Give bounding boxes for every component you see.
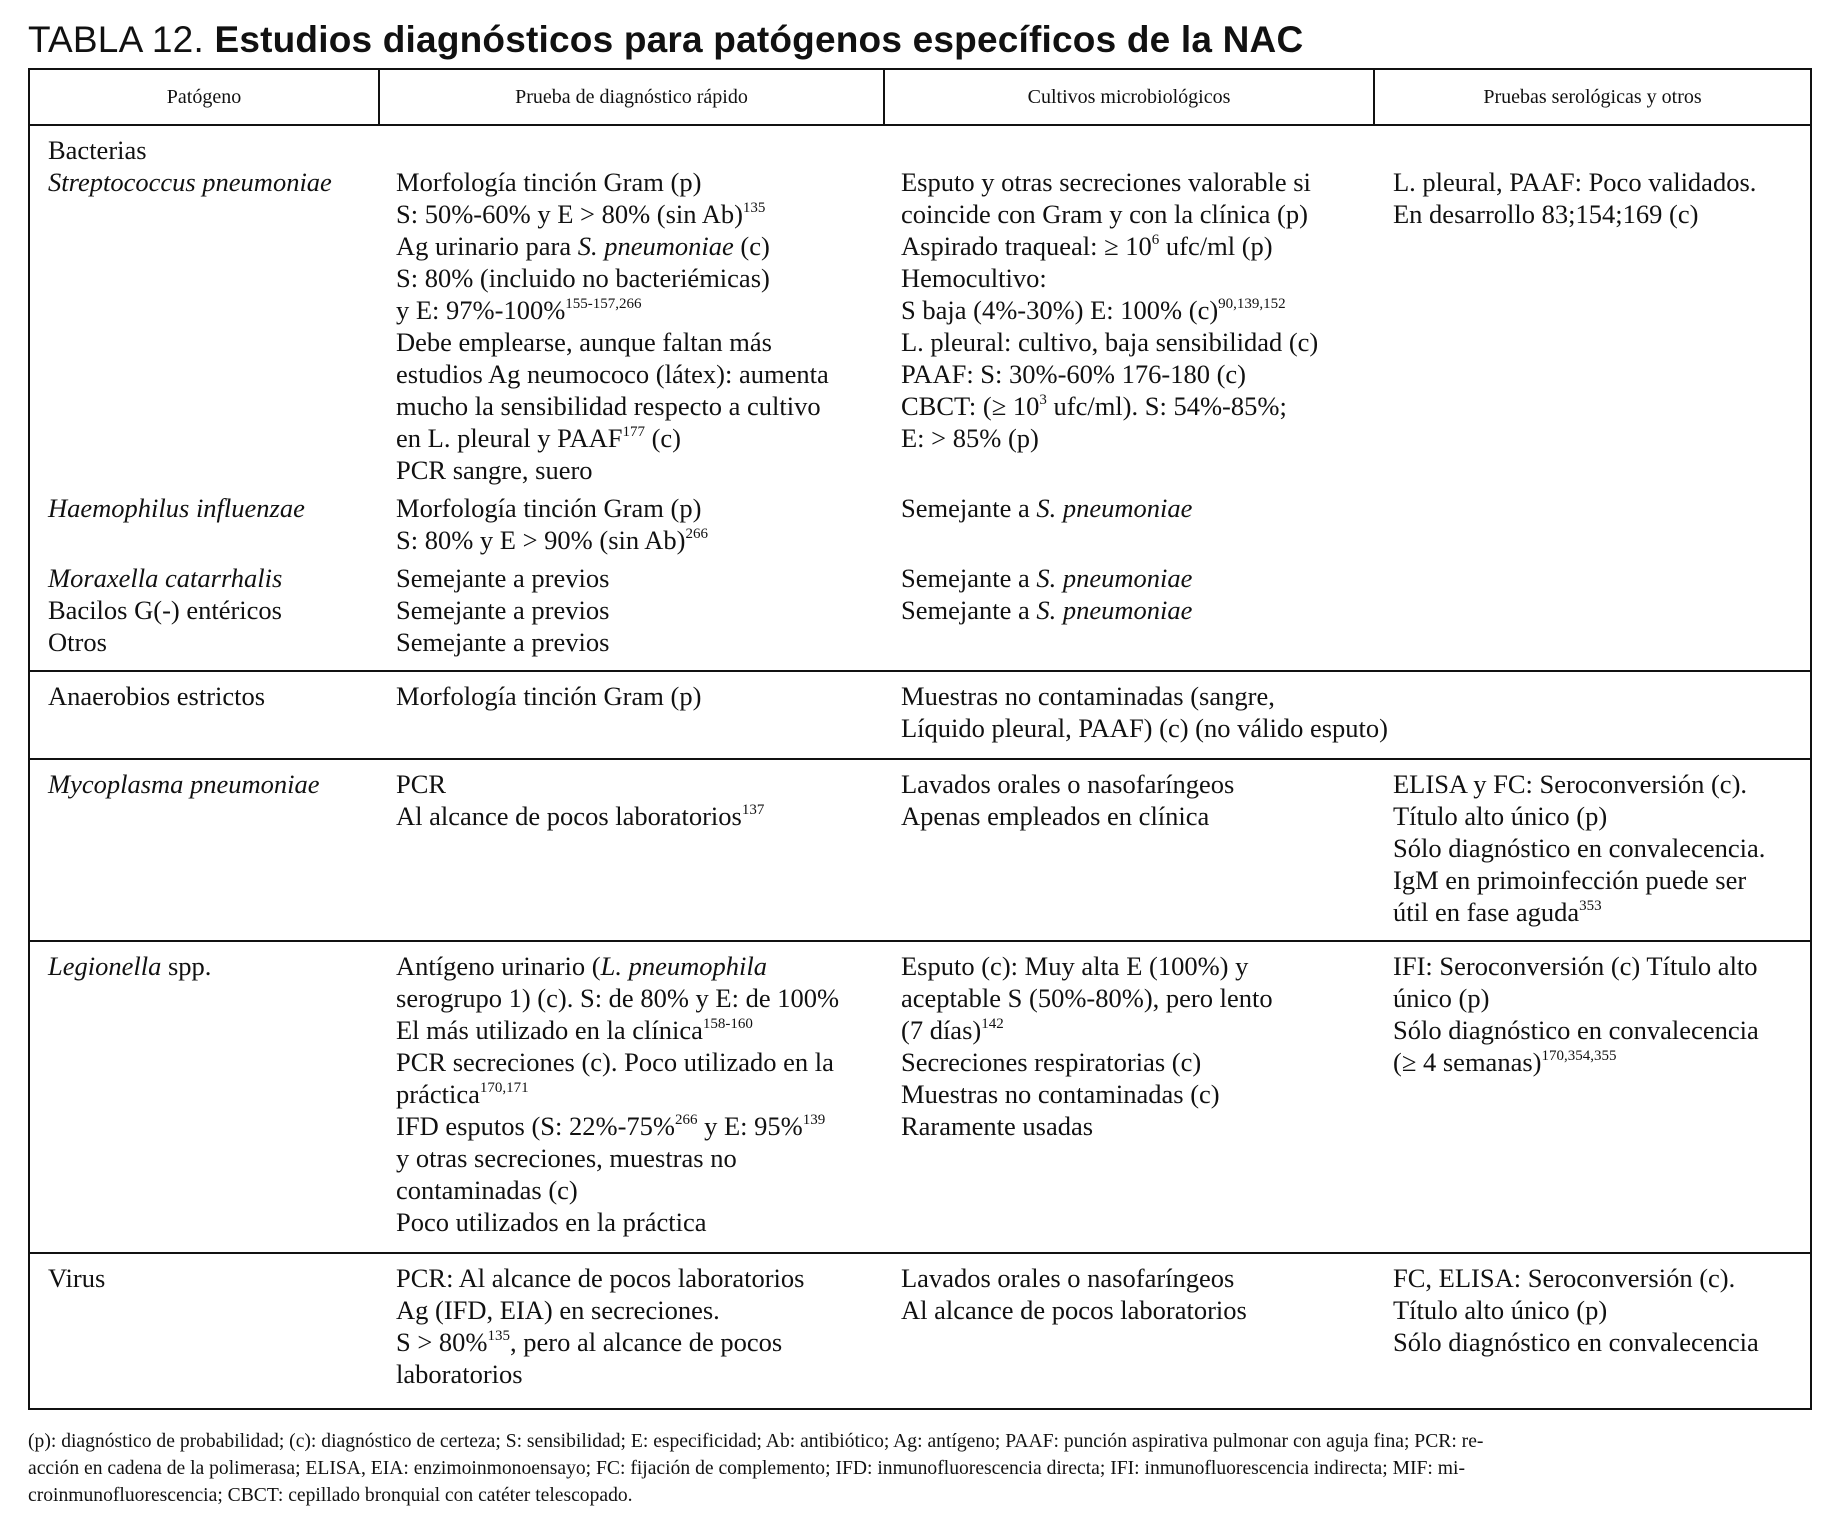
cell-text: Poco utilizados en la práctica: [396, 1207, 707, 1237]
cell-text: útil en fase aguda$^{353}$: [1393, 897, 1602, 927]
cell-text: Título alto único (p): [1393, 1295, 1608, 1325]
cell-text: y E: 97%-100%$^{155-157,266}$: [396, 295, 642, 325]
cell-text: Ag (IFD, EIA) en secreciones.: [396, 1295, 720, 1325]
diagnostic-table: [28, 68, 1812, 1410]
cell-text: Sólo diagnóstico en convalecencia: [1393, 1327, 1759, 1357]
cell-text: práctica$^{170,171}$: [396, 1079, 529, 1109]
cell-text: Secreciones respiratorias (c): [901, 1047, 1202, 1077]
cell-text: PCR: [396, 769, 447, 799]
table-title: [28, 14, 1303, 66]
cell-text: Morfología tinción Gram (p): [396, 681, 702, 711]
footnotes: [28, 1428, 1812, 1509]
cell-text: Hemocultivo:: [901, 263, 1047, 293]
cell-text: Muestras no contaminadas (sangre,: [901, 681, 1275, 711]
cell-text: PCR: Al alcance de pocos laboratorios: [396, 1263, 805, 1293]
pathogen-name: Moraxella catarrhalis: [48, 563, 283, 593]
cell-text: Esputo y otras secreciones valorable si: [901, 167, 1311, 197]
pathogen-name: Haemophilus influenzae: [48, 493, 305, 523]
cell-text: estudios Ag neumococo (látex): aumenta: [396, 359, 829, 389]
cell-text: Lavados orales o nasofaríngeos: [901, 1263, 1235, 1293]
cell-text: Morfología tinción Gram (p): [396, 493, 702, 523]
footnote-line: croinmunofluorescencia; CBCT: cepillado bronquial con catéter telescopado.: [28, 1485, 633, 1506]
cell-text: PCR sangre, suero: [396, 455, 593, 485]
cell-text: aceptable S (50%-80%), pero lento: [901, 983, 1273, 1013]
cell-text: IFI: Seroconversión (c) Título alto: [1393, 951, 1758, 981]
cell-text: L. pleural, PAAF: Poco validados.: [1393, 167, 1757, 197]
cell-text: (≥ 4 semanas)$^{170,354,355}$: [1393, 1047, 1617, 1077]
header-pathogen: Patógeno: [30, 70, 380, 124]
cell-text: coincide con Gram y con la clínica (p): [901, 199, 1308, 229]
cell-text: Al alcance de pocos laboratorios$^{137}$: [396, 801, 765, 831]
cell-text: Semejante a previos: [396, 595, 610, 625]
pathogen-name: Streptococcus pneumoniae: [48, 167, 332, 197]
group-label: Bacterias: [48, 135, 147, 165]
pathogen-name: Otros: [48, 627, 107, 657]
section-bacterias: [30, 126, 1810, 672]
cell-text: S: 80% y E > 90% (sin Ab)$^{266}$: [396, 525, 709, 555]
header-row: [30, 70, 1810, 126]
pathogen-name: Bacilos G(-) entéricos: [48, 595, 282, 625]
table-number: TABLA 12.: [28, 19, 204, 60]
cell-text: Antígeno urinario (L. pneumophila: [396, 951, 767, 981]
cell-text: contaminadas (c): [396, 1175, 578, 1205]
footnote-line: (p): diagnóstico de probabilidad; (c): diagnóstico de certeza; S: sensibilidad; E: especificidad; Ab: antibiótico; Ag: antígeno; PAAF: punción aspirativa pulmonar con aguja fina; PCR: re-: [28, 1431, 1484, 1452]
cell-text: Semejante a S. pneumoniae: [901, 563, 1193, 593]
cell-text: Aspirado traqueal: ≥ $10^6$ ufc/ml (p): [901, 231, 1273, 261]
cell-text: Morfología tinción Gram (p): [396, 167, 702, 197]
section-mycoplasma: [30, 760, 1810, 942]
cell-text: FC, ELISA: Seroconversión (c).: [1393, 1263, 1736, 1293]
section-virus: [30, 1254, 1810, 1408]
cell-text: Semejante a S. pneumoniae: [901, 493, 1193, 523]
cell-text: laboratorios: [396, 1359, 523, 1389]
cell-text: ELISA y FC: Seroconversión (c).: [1393, 769, 1748, 799]
cell-text: PCR secreciones (c). Poco utilizado en la: [396, 1047, 834, 1077]
cell-text: L. pleural: cultivo, baja sensibilidad (c): [901, 327, 1319, 357]
cell-text: CBCT: (≥ $10^3$ ufc/ml). S: 54%-85%;: [901, 391, 1287, 421]
table-caption: Estudios diagnósticos para patógenos específicos de la NAC: [214, 19, 1304, 60]
cell-text: Esputo (c): Muy alta E (100%) y: [901, 951, 1249, 981]
cell-text: Líquido pleural, PAAF) (c) (no válido esputo): [901, 713, 1388, 743]
cell-text: y otras secreciones, muestras no: [396, 1143, 737, 1173]
cell-text: Sólo diagnóstico en convalecencia.: [1393, 833, 1766, 863]
pathogen-name: Anaerobios estrictos: [48, 681, 266, 711]
section-anaerobios: [30, 672, 1810, 760]
cell-text: S: 80% (incluido no bacteriémicas): [396, 263, 770, 293]
cell-text: Semejante a S. pneumoniae: [901, 595, 1193, 625]
cell-text: S baja (4%-30%) E: 100% $(c)^{90,139,152}$: [901, 295, 1286, 325]
cell-text: IgM en primoinfección puede ser: [1393, 865, 1747, 895]
cell-text: Semejante a previos: [396, 563, 610, 593]
cell-text: Apenas empleados en clínica: [901, 801, 1210, 831]
section-legionella: [30, 942, 1810, 1254]
cell-text: El más utilizado en la clínica$^{158-160}$: [396, 1015, 753, 1045]
header-rapid-test: Prueba de diagnóstico rápido: [380, 70, 885, 124]
cell-text: En desarrollo 83;154;169 (c): [1393, 199, 1699, 229]
cell-text: S: 50%-60% y E > 80% (sin Ab)$^{135}$: [396, 199, 766, 229]
cell-text: Título alto único (p): [1393, 801, 1608, 831]
cell-text: Sólo diagnóstico en convalecencia: [1393, 1015, 1759, 1045]
cell-text: único (p): [1393, 983, 1490, 1013]
cell-text: Al alcance de pocos laboratorios: [901, 1295, 1247, 1325]
pathogen-name: Legionella spp.: [48, 951, 212, 981]
cell-text: (7 días)$^{142}$: [901, 1015, 1004, 1045]
cell-text: Raramente usadas: [901, 1111, 1094, 1141]
cell-text: serogrupo 1) (c). S: de 80% y E: de 100%: [396, 983, 840, 1013]
pathogen-name: Virus: [48, 1263, 106, 1293]
footnote-line: acción en cadena de la polimerasa; ELISA, EIA: enzimoinmonoensayo; FC: fijación de complemento; IFD: inmunofluorescencia directa; IFI: inmunofluorescencia indirecta; MIF: mi-: [28, 1458, 1465, 1479]
cell-text: Ag urinario para S. pneumoniae (c): [396, 231, 770, 261]
pathogen-name: Mycoplasma pneumoniae: [48, 769, 320, 799]
cell-text: Debe emplearse, aunque faltan más: [396, 327, 772, 357]
cell-text: Muestras no contaminadas (c): [901, 1079, 1220, 1109]
cell-text: IFD esputos (S: 22%-75%$^{266}$ y E: 95%$^{139}$: [396, 1111, 826, 1141]
cell-text: Semejante a previos: [396, 627, 610, 657]
cell-text: E: > 85% (p): [901, 423, 1039, 453]
cell-text: mucho la sensibilidad respecto a cultivo: [396, 391, 821, 421]
cell-text: Lavados orales o nasofaríngeos: [901, 769, 1235, 799]
header-cultures: Cultivos microbiológicos: [885, 70, 1375, 124]
cell-text: en L. pleural y PAAF$^{177}$ (c): [396, 423, 682, 453]
header-serology: Pruebas serológicas y otros: [1483, 85, 1702, 108]
cell-text: PAAF: S: 30%-60% 176-180 (c): [901, 359, 1246, 389]
cell-text: S > 80%$^{135}$, pero al alcance de pocos: [396, 1327, 783, 1357]
